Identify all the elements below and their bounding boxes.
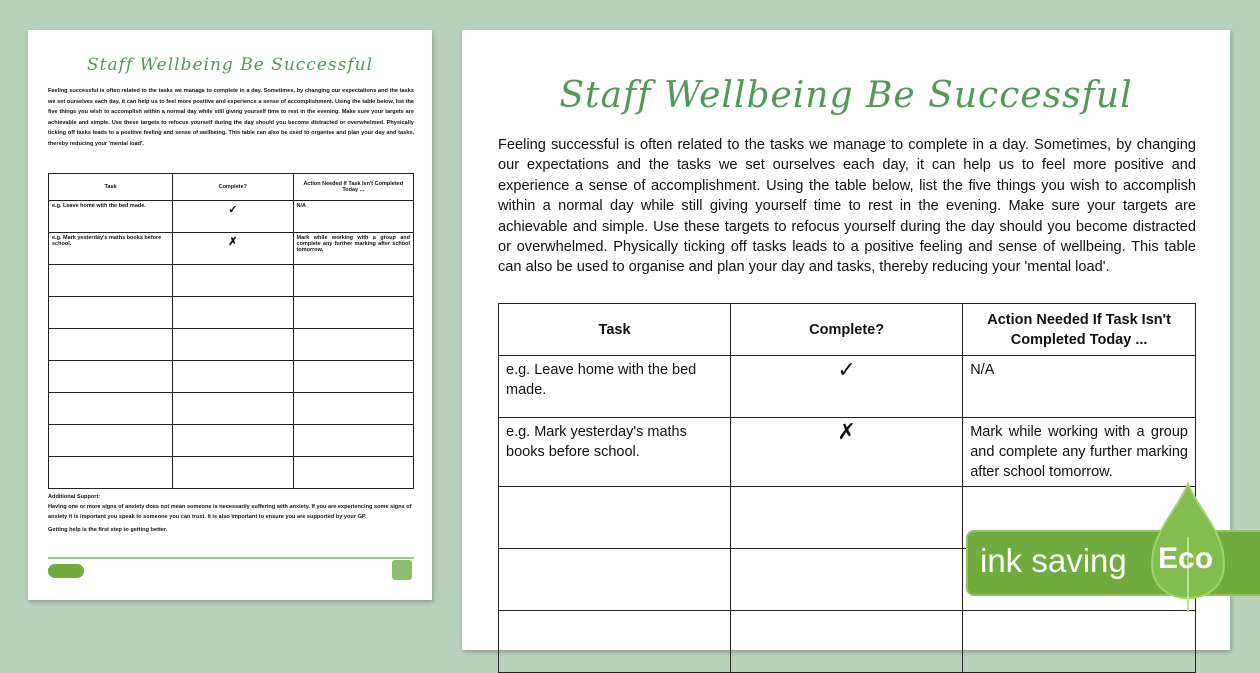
task-cell: e.g. Leave home with the bed made. (49, 201, 173, 233)
task-table (498, 303, 1196, 673)
eco-label: Eco (1158, 542, 1214, 575)
support-closing: Getting help is the first step to getting better. (48, 527, 168, 533)
table-row (49, 297, 414, 329)
table-row (49, 329, 414, 361)
thumbnail-page (28, 30, 432, 600)
support-heading: Additional Support: (48, 494, 101, 500)
intro-paragraph: Feeling successful is often related to the tasks we manage to complete in a day. Sometimes, by changing our expectations and the tasks we set ourselves each day, it can help us to feel more positive and experience a sense of accomplishment. Using the table below, list the five things you wish to accomplish within a normal day while still giving yourself time to rest in the evening. Make sure your targets are achievable and simple. Use these targets to refocus yourself during the day should you become distracted or overwhelmed. Physically ticking off tasks leads to a positive feeling and sense of wellbeing. This table can also be used to organise and plan your day and tasks, thereby reducing your 'mental load'. (48, 88, 414, 147)
page-title: Staff Wellbeing Be Successful (559, 75, 1133, 116)
table-row (49, 361, 414, 393)
additional-support (48, 492, 414, 535)
cross-mark: ✗ (731, 418, 963, 487)
brand-logo-icon (48, 564, 84, 578)
task-table (48, 173, 414, 489)
action-cell: Mark while working with a group and complete any further marking after school tomorrow. (963, 418, 1196, 487)
page-title: Staff Wellbeing Be Successful (86, 55, 374, 75)
header-task: Task (499, 304, 731, 356)
task-cell: e.g. Mark yesterday's maths books before school. (49, 233, 173, 265)
action-cell: N/A (963, 356, 1196, 418)
table-row (499, 356, 1196, 418)
table-row (49, 457, 414, 489)
seal-icon (392, 560, 412, 580)
task-cell: e.g. Leave home with the bed made. (499, 356, 731, 418)
footer-divider (48, 557, 414, 559)
header-complete: Complete? (173, 174, 293, 201)
header-task: Task (49, 174, 173, 201)
header-action: Action Needed If Task Isn't Completed Today ... (293, 174, 413, 201)
badge-label: ink saving (980, 542, 1127, 579)
action-cell: Mark while working with a group and complete any further marking after school tomorrow. (293, 233, 413, 265)
header-complete: Complete? (731, 304, 963, 356)
table-row (49, 425, 414, 457)
header-action: Action Needed If Task Isn't Completed Today ... (963, 304, 1196, 356)
table-row (49, 265, 414, 297)
table-row (49, 201, 414, 233)
table-row (499, 418, 1196, 487)
action-cell: N/A (293, 201, 413, 233)
cross-mark: ✗ (173, 233, 293, 265)
check-mark: ✓ (173, 201, 293, 233)
table-row (49, 233, 414, 265)
table-row (499, 611, 1196, 673)
task-cell: e.g. Mark yesterday's maths books before school. (499, 418, 731, 487)
check-mark: ✓ (731, 356, 963, 418)
intro-paragraph: Feeling successful is often related to the tasks we manage to complete in a day. Sometimes, by changing our expectations and the tasks we set ourselves each day, it can help us to feel more positive and experience a sense of accomplishment. Using the table below, list the five things you wish to accomplish within a normal day while still giving yourself time to rest in the evening. Make sure your targets are achievable and simple. Use these targets to refocus yourself during the day should you become distracted or overwhelmed. Physically ticking off tasks leads to a positive feeling and sense of wellbeing. This table can also be used to organise and plan your day and tasks, thereby reducing your 'mental load'. (498, 137, 1196, 276)
table-row (49, 393, 414, 425)
support-text: Having one or more signs of anxiety does not mean someone is necessarily suffering with anxiety. If you are experiencing some signs of anxiety it is important you speak to someone you can trust. It is also important to ensure you are supported by your GP. (48, 504, 412, 520)
